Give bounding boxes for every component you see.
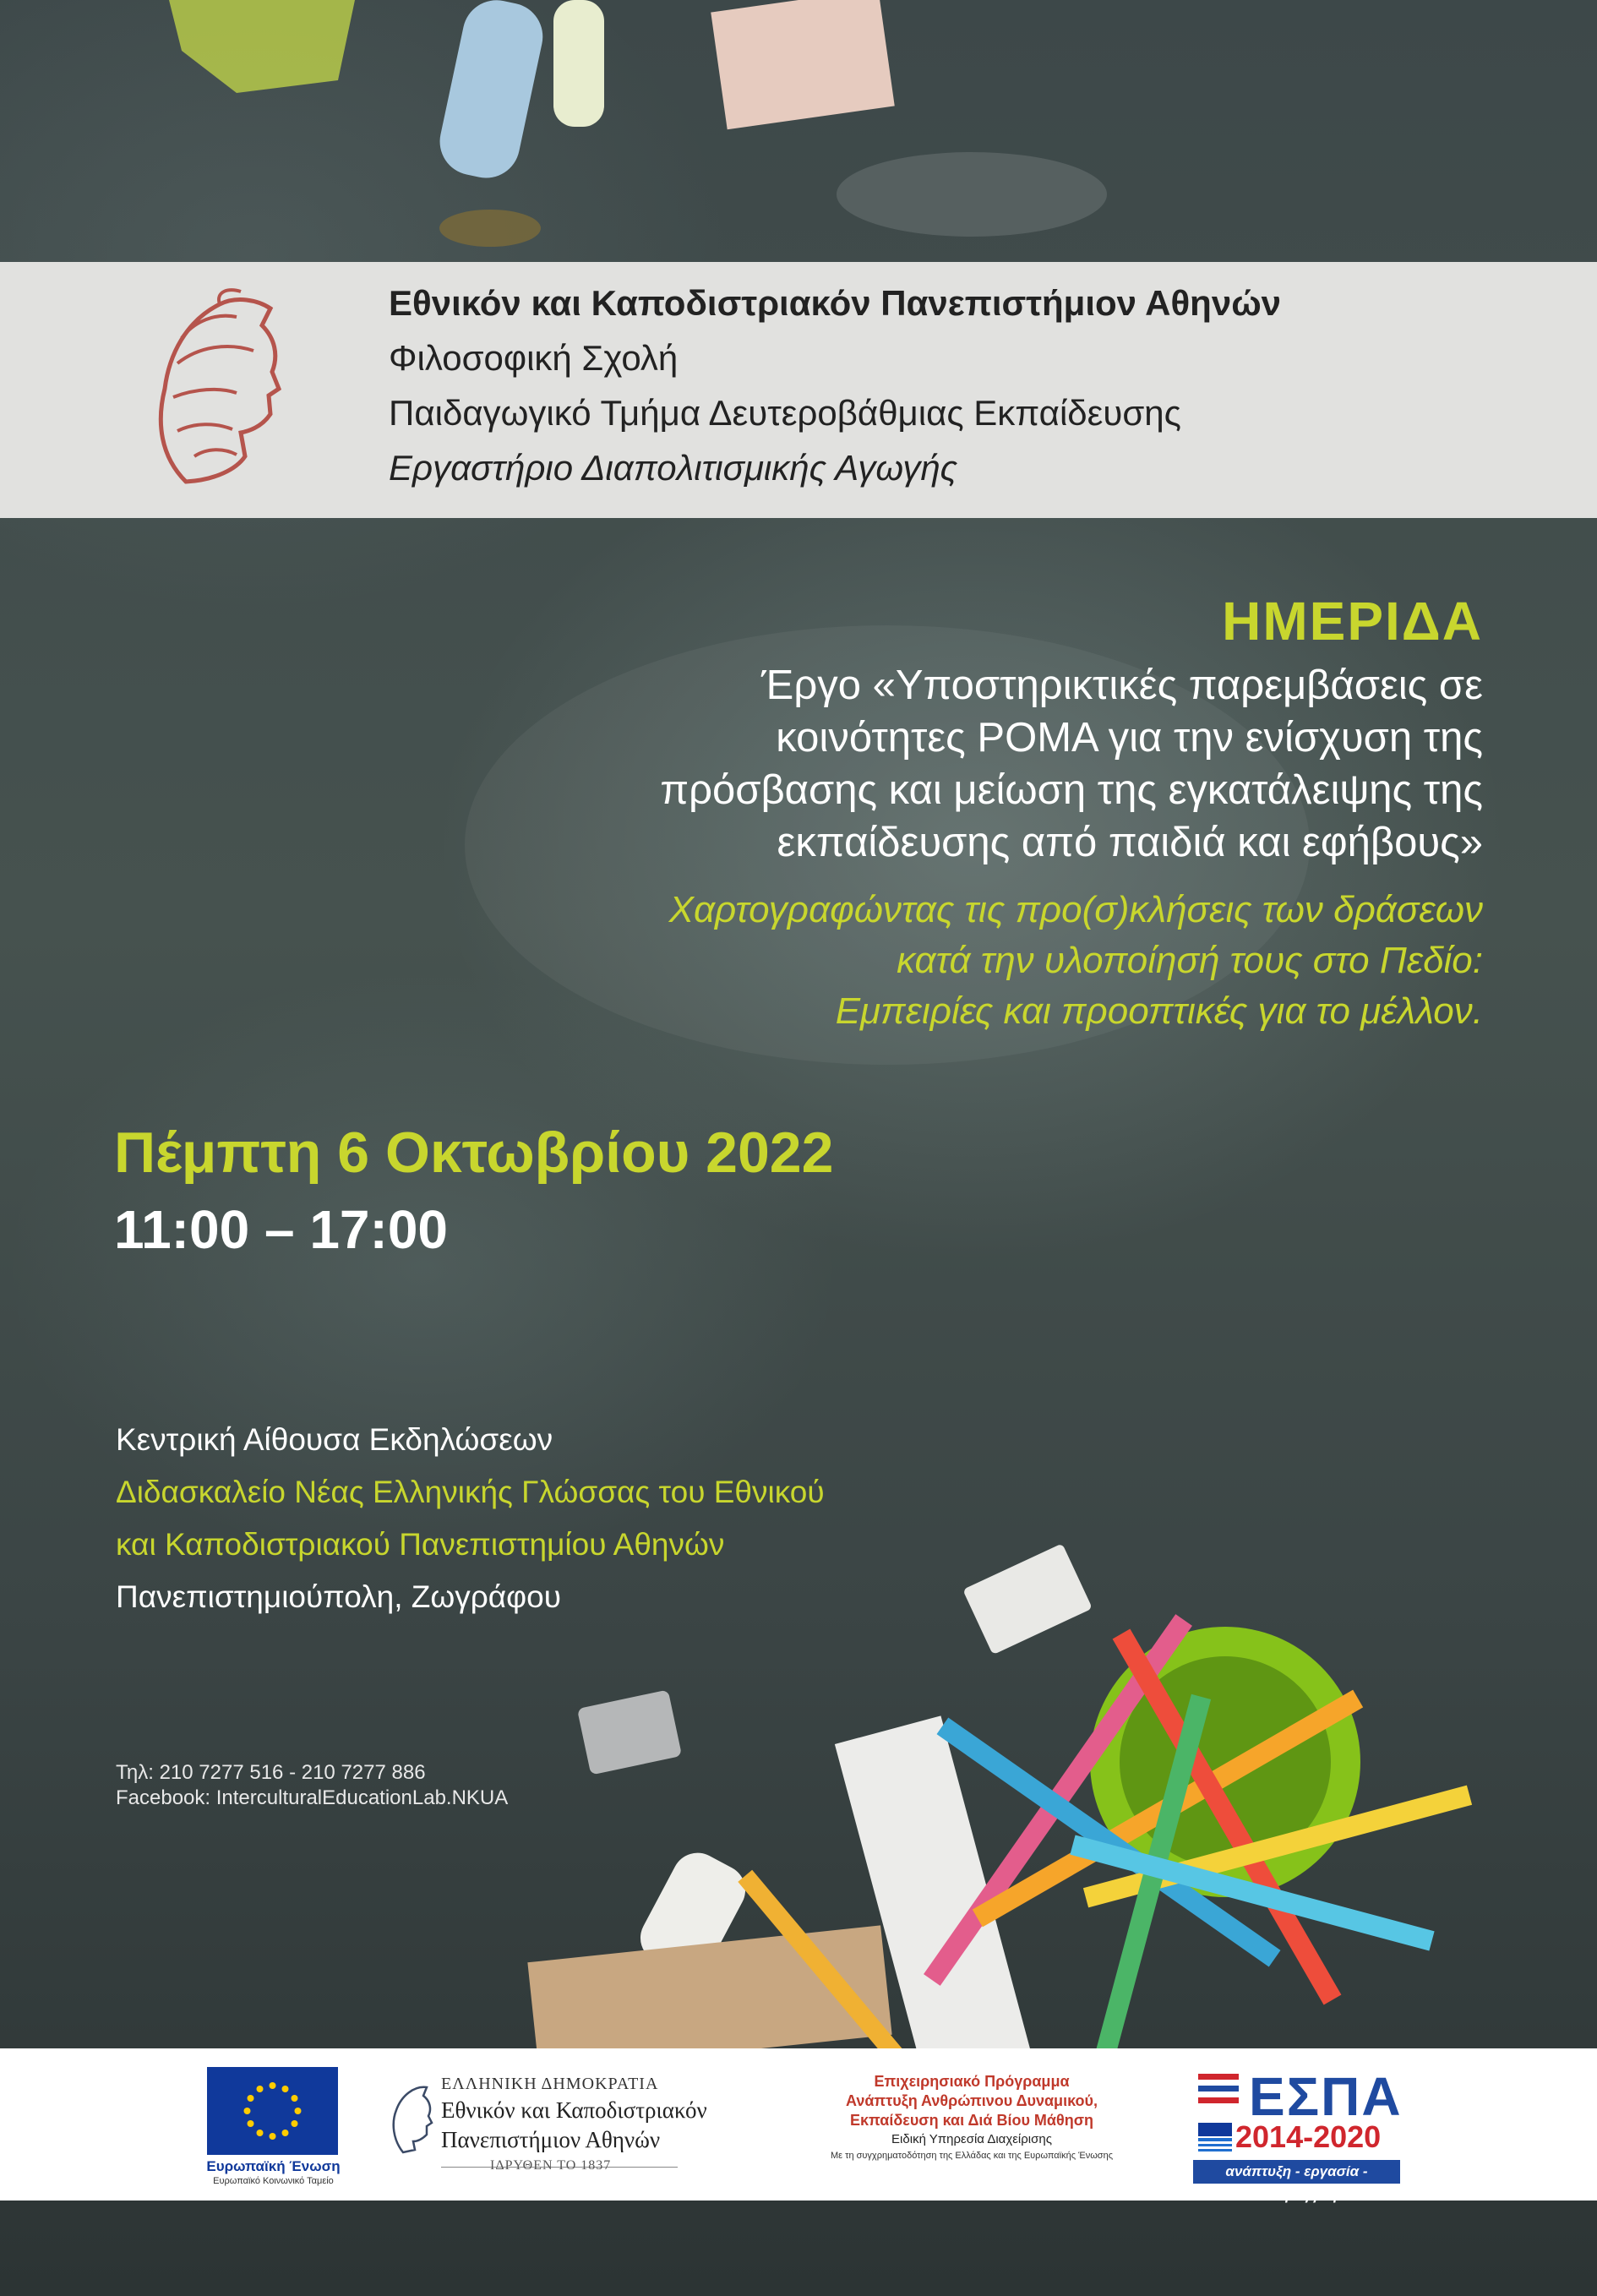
subtitle-line: Χαρτογραφώντας τις προ(σ)κλήσεις των δράσεων bbox=[668, 889, 1483, 930]
event-date: Πέμπτη 6 Οκτωβρίου 2022 bbox=[114, 1121, 834, 1185]
clip-decoration bbox=[439, 210, 541, 247]
uoa-logo-line2: Πανεπιστήμιον Αθηνών bbox=[441, 2127, 661, 2152]
project-title-line: πρόσβασης και μείωση της εγκατάλειψης της bbox=[660, 767, 1483, 813]
department-name: Παιδαγωγικό Τμήμα Δευτεροβάθμιας Εκπαίδευσης bbox=[389, 393, 1181, 433]
project-title-line: εκπαίδευσης από παιδιά και εφήβους» bbox=[777, 820, 1483, 865]
subtitle-line: κατά την υλοποίησή τους στο Πεδίο: bbox=[897, 940, 1483, 981]
sharpener-decoration bbox=[577, 1689, 682, 1775]
project-title bbox=[553, 659, 1483, 869]
venue-hall: Κεντρική Αίθουσα Εκδηλώσεων bbox=[116, 1422, 553, 1457]
uoa-founded: ΙΔΡΥΘΕΝ ΤΟ 1837 bbox=[490, 2158, 612, 2173]
espa-logo: ΕΣΠΑ bbox=[1249, 2066, 1403, 2127]
eu-label: Ευρωπαϊκή Ένωση bbox=[206, 2158, 341, 2174]
event-subtitle bbox=[553, 885, 1483, 1037]
espa-tagline: ανάπτυξη - εργασία - αλληλεγγύη bbox=[1193, 2160, 1400, 2184]
greek-republic-label: ΕΛΛΗΝΙΚΗ ΔΗΜΟΚΡΑΤΙΑ bbox=[441, 2075, 659, 2093]
espa-stripes-icon bbox=[1198, 2067, 1242, 2111]
cloth-decoration bbox=[169, 0, 355, 93]
project-title-line: κοινότητες ΡΟΜΑ για την ενίσχυση της bbox=[776, 715, 1483, 761]
op-title: Επιχειρησιακό Πρόγραμμα bbox=[874, 2073, 1070, 2090]
op-name-line2: Εκπαίδευση και Διά Βίου Μάθηση bbox=[849, 2112, 1094, 2129]
event-type: ΗΜΕΡΙΔΑ bbox=[1222, 591, 1483, 652]
project-title-line: Έργο «Υποστηρικτικές παρεμβάσεις σε bbox=[760, 663, 1483, 708]
contact-phone: Τηλ: 210 7277 516 - 210 7277 886 bbox=[116, 1761, 426, 1784]
op-name-line1: Ανάπτυξη Ανθρώπινου Δυναμικού, bbox=[846, 2092, 1098, 2109]
venue-location: Πανεπιστημιούπολη, Ζωγράφου bbox=[116, 1579, 561, 1614]
lab-name: Εργαστήριο Διαπολιτισμικής Αγωγής bbox=[389, 448, 958, 488]
contact-facebook: Facebook: InterculturalEducationLab.NKUA bbox=[116, 1786, 509, 1809]
eu-greek-flags-icon bbox=[1198, 2123, 1232, 2151]
eu-flag-icon bbox=[207, 2067, 338, 2155]
operational-programme bbox=[803, 2072, 1141, 2162]
eu-fund-label: Ευρωπαϊκό Κοινωνικό Ταμείο bbox=[213, 2176, 334, 2186]
notebook-decoration bbox=[711, 0, 895, 129]
chalk-stick-blue bbox=[433, 0, 549, 184]
subtitle-line: Εμπειρίες και προοπτικές για το μέλλον. bbox=[835, 990, 1483, 1032]
athena-seal-icon bbox=[135, 287, 283, 490]
op-cofinancing: Με τη συγχρηματοδότηση της Ελλάδας και της Ευρωπαϊκής Ένωσης bbox=[830, 2151, 1114, 2161]
uoa-seal-icon bbox=[384, 2081, 437, 2155]
espa-years: 2014-2020 bbox=[1235, 2119, 1382, 2154]
op-managing-authority: Ειδική Υπηρεσία Διαχείρισης bbox=[891, 2132, 1052, 2146]
university-name: Εθνικόν και Καποδιστριακόν Πανεπιστήμιον Αθηνών bbox=[389, 283, 1282, 323]
faculty-name: Φιλοσοφική Σχολή bbox=[389, 338, 679, 378]
eraser-decoration bbox=[962, 1543, 1093, 1655]
uoa-logo-line1: Εθνικόν και Καποδιστριακόν bbox=[441, 2097, 707, 2123]
event-time: 11:00 – 17:00 bbox=[114, 1199, 448, 1260]
chalk-stick-yellow bbox=[553, 0, 604, 127]
venue-institution-line1: Διδασκαλείο Νέας Ελληνικής Γλώσσας του Εθνικού bbox=[116, 1475, 825, 1509]
venue-institution-line2: και Καποδιστριακού Πανεπιστημίου Αθηνών bbox=[116, 1527, 725, 1562]
